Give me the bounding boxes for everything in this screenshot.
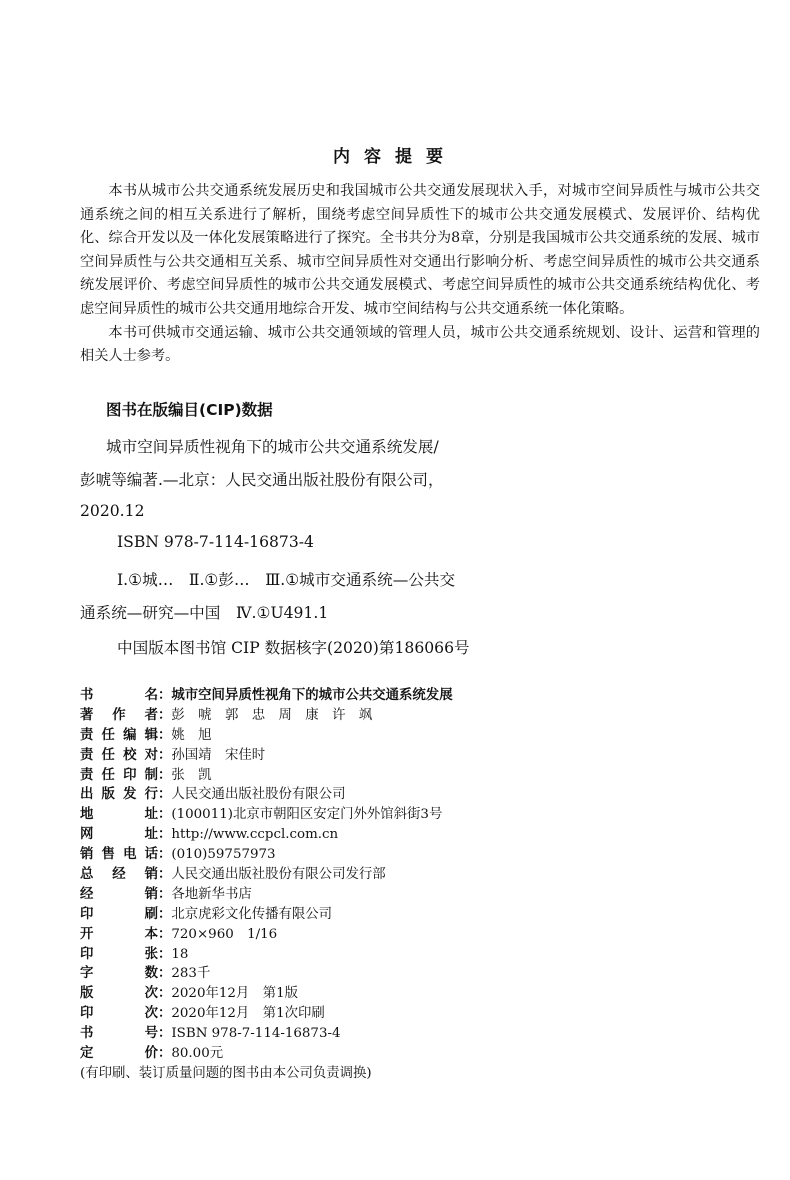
info-value: 姚 旭 <box>171 727 212 743</box>
info-value: 张 凯 <box>171 767 212 783</box>
info-value: 人民交通出版社股份有限公司发行部 <box>171 867 386 883</box>
info-label: 责任编辑 <box>80 727 158 743</box>
publication-info <box>80 686 720 1084</box>
info-row: 定价：80.00元 <box>80 1044 720 1064</box>
info-row: 出版发行：人民交通出版社股份有限公司 <box>80 785 720 805</box>
info-value: 2020年12月 第1版 <box>171 986 298 1002</box>
info-value: 720×960 1/16 <box>171 926 278 942</box>
info-value: (010)59757973 <box>171 847 276 863</box>
info-row: 印刷：北京虎彩文化传播有限公司 <box>80 905 720 925</box>
info-value: 2020年12月 第1次印刷 <box>171 1006 325 1022</box>
info-label: 书名 <box>80 688 158 703</box>
info-row: 责任校对：孙国靖 宋佳时 <box>80 746 720 766</box>
cip-line: Ⅰ.①城… Ⅱ.①彭… Ⅲ.①城市交通系统—公共交 <box>117 571 456 589</box>
info-label: 印张 <box>80 946 158 962</box>
info-label: 字数 <box>80 966 158 982</box>
info-label: 出版发行 <box>80 787 158 803</box>
info-row: 总经销：人民交通出版社股份有限公司发行部 <box>80 865 720 885</box>
cip-line: 中国版本图书馆 CIP 数据核字(2020)第186066号 <box>117 639 470 657</box>
info-row: 书名：城市空间异质性视角下的城市公共交通系统发展 <box>80 686 720 706</box>
summary-title: 内容提要 <box>333 147 457 167</box>
cip-heading: 图书在版编目(CIP)数据 <box>106 401 273 419</box>
info-value: 孙国靖 宋佳时 <box>171 747 266 763</box>
cip-line: 2020.12 <box>80 502 145 520</box>
summary-paragraph: 本书从城市公共交通系统发展历史和我国城市公共交通发展现状入手，对城市空间异质性与城市公共交通系统之间的相互关系进行了解析，围绕考虑空间异质性下的城市公共交通发展模式、发展评价、结构优化、综合开发以及一体化发展策略进行了探究。全书共分为8章，分别是我国城市公共交通系统的发展、城市空间异质性与公共交通相互关系、城市空间异质性对交通出行影响分析、考虑空间异质性的城市公共交通系统发展评价、考虑空间异质性的城市公共交通发展模式、考虑空间异质性的城市公共交通系统结构优化、考虑空间异质性的城市公共交通用地综合开发、城市空间结构与公共交通系统一体化策略。 <box>80 183 760 317</box>
cip-line: 彭唬等编著.—北京：人民交通出版社股份有限公司， <box>80 471 444 489</box>
info-value: 北京虎彩文化传播有限公司 <box>171 906 333 922</box>
info-label: 开本 <box>80 926 158 942</box>
info-row: 印次：2020年12月 第1次印刷 <box>80 1004 720 1024</box>
info-label: 定价 <box>80 1046 158 1062</box>
info-row: 地址：(100011)北京市朝阳区安定门外外馆斜街3号 <box>80 805 720 825</box>
info-label: 书号 <box>80 1026 158 1042</box>
cip-line: 通系统—研究—中国 Ⅳ.①U491.1 <box>80 604 329 622</box>
info-row: 字数：283千 <box>80 964 720 984</box>
info-label: 网址 <box>80 827 158 843</box>
info-label: 销售电话 <box>80 847 158 863</box>
info-value: 城市空间异质性视角下的城市公共交通系统发展 <box>171 688 453 703</box>
info-value: (100011)北京市朝阳区安定门外外馆斜街3号 <box>171 807 443 823</box>
info-label: 著作者 <box>80 707 158 723</box>
info-value: 彭 唬 郭 忠 周 康 许 飒 <box>171 707 373 723</box>
info-row: 销售电话：(010)59757973 <box>80 845 720 865</box>
info-row: 印张：18 <box>80 945 720 965</box>
info-row: 责任印制：张 凯 <box>80 766 720 786</box>
info-label: 版次 <box>80 986 158 1002</box>
info-value: ISBN 978-7-114-16873-4 <box>171 1026 341 1042</box>
info-label: 印次 <box>80 1006 158 1022</box>
summary-paragraph: 本书可供城市交通运输、城市公共交通领域的管理人员，城市公共交通系统规划、设计、运营和管理的相关人士参考。 <box>80 324 760 365</box>
info-row: 经销：各地新华书店 <box>80 885 720 905</box>
info-value: 283千 <box>171 966 211 982</box>
quality-note: (有印刷、装订质量问题的图书由本公司负责调换) <box>80 1065 372 1081</box>
info-label: 总经销 <box>80 867 158 883</box>
info-row: 网址：http://www.ccpcl.com.cn <box>80 825 720 845</box>
info-label: 责任印制 <box>80 767 158 783</box>
info-value: 各地新华书店 <box>171 886 252 902</box>
info-row: 书号：ISBN 978-7-114-16873-4 <box>80 1024 720 1044</box>
info-value: 人民交通出版社股份有限公司 <box>171 787 346 803</box>
info-row: 责任编辑：姚 旭 <box>80 726 720 746</box>
info-row: 开本：720×960 1/16 <box>80 925 720 945</box>
info-value: 18 <box>171 946 189 962</box>
info-value: 80.00元 <box>171 1046 224 1062</box>
info-value: http://www.ccpcl.com.cn <box>171 827 339 843</box>
info-label: 印刷 <box>80 906 158 922</box>
cip-line: 城市空间异质性视角下的城市公共交通系统发展/ <box>106 438 439 456</box>
info-label: 地址 <box>80 807 158 823</box>
info-row: 版次：2020年12月 第1版 <box>80 984 720 1004</box>
cip-line: ISBN 978-7-114-16873-4 <box>117 533 314 551</box>
summary-body <box>80 180 760 369</box>
info-label: 经销 <box>80 886 158 902</box>
info-label: 责任校对 <box>80 747 158 763</box>
info-row: 著作者：彭 唬 郭 忠 周 康 许 飒 <box>80 706 720 726</box>
